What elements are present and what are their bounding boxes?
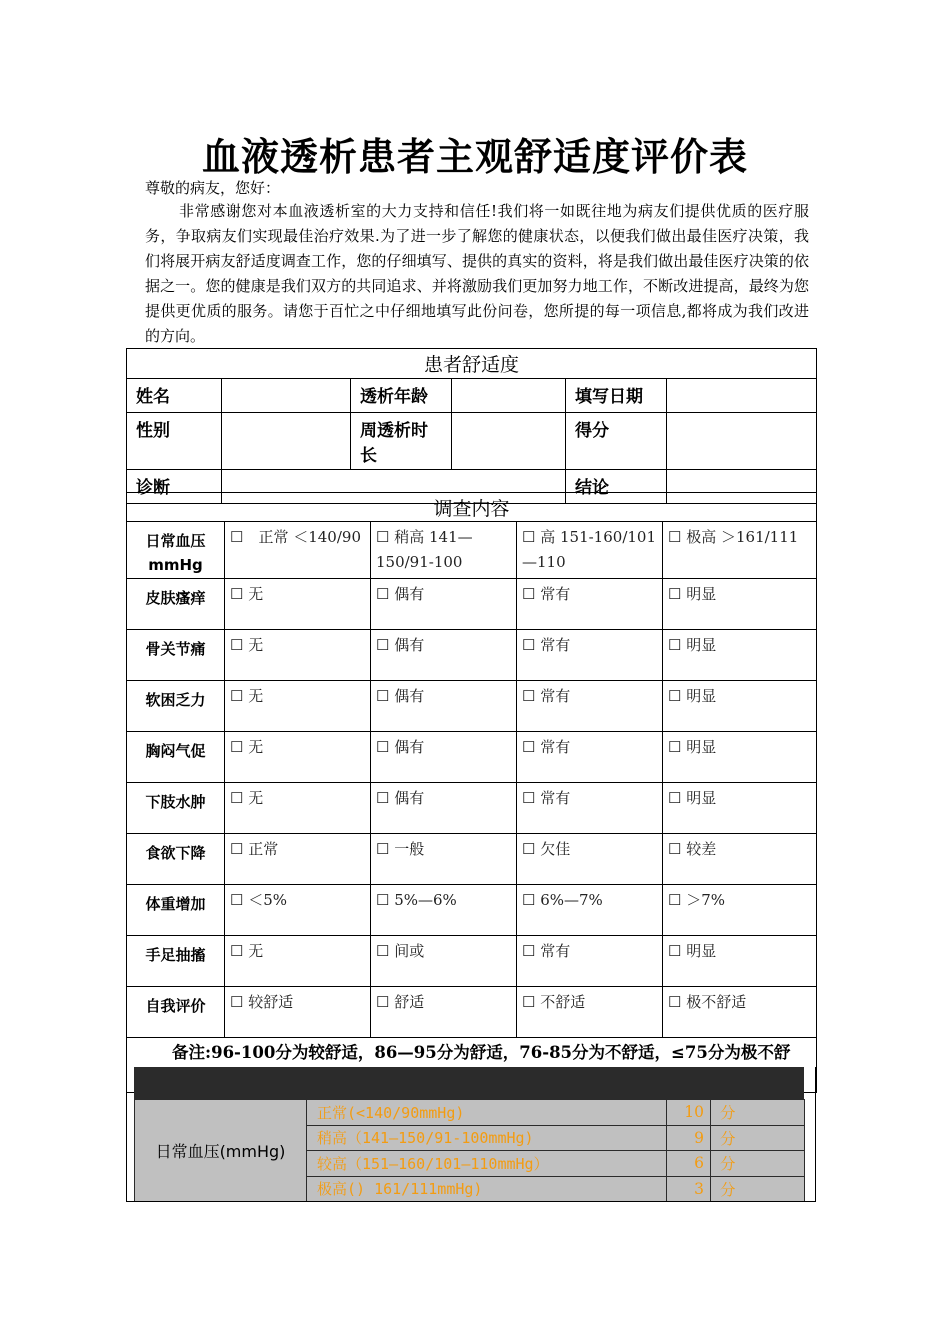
survey-row bbox=[127, 783, 817, 834]
survey-header: 调查内容 bbox=[127, 493, 817, 522]
gender-field[interactable] bbox=[222, 413, 351, 470]
weekly-field[interactable] bbox=[452, 413, 566, 470]
survey-item-label: 皮肤瘙痒 bbox=[127, 579, 225, 630]
survey-row bbox=[127, 885, 817, 936]
survey-option[interactable]: ☐ 明显 bbox=[663, 630, 817, 681]
survey-option[interactable]: ☐ 常有 bbox=[517, 579, 663, 630]
score-field[interactable] bbox=[667, 413, 817, 470]
survey-option[interactable]: ☐ 无 bbox=[225, 579, 371, 630]
score-unit: 分 bbox=[711, 1125, 805, 1151]
score-points: 3 bbox=[667, 1176, 711, 1202]
score-unit: 分 bbox=[711, 1151, 805, 1177]
survey-option[interactable]: ☐ 常有 bbox=[517, 630, 663, 681]
survey-option[interactable]: ☐ 无 bbox=[225, 732, 371, 783]
survey-row bbox=[127, 936, 817, 987]
score-category: 日常血压(mmHg) bbox=[135, 1100, 307, 1202]
survey-option[interactable]: ☐ 偶有 bbox=[371, 579, 517, 630]
date-label: 填写日期 bbox=[566, 379, 667, 413]
survey-option[interactable]: ☐ 明显 bbox=[663, 579, 817, 630]
score-level: 正常(<140/90mmHg) bbox=[307, 1100, 667, 1126]
survey-option[interactable]: ☐ ＜5% bbox=[225, 885, 371, 936]
survey-item-label: 胸闷气促 bbox=[127, 732, 225, 783]
survey-option[interactable]: ☐ 明显 bbox=[663, 681, 817, 732]
score-level: 极高() 161/111mmHg) bbox=[307, 1176, 667, 1202]
survey-option[interactable]: ☐ 常有 bbox=[517, 681, 663, 732]
survey-option[interactable]: ☐ 明显 bbox=[663, 936, 817, 987]
score-unit: 分 bbox=[711, 1176, 805, 1202]
survey-option[interactable]: ☐ 偶有 bbox=[371, 630, 517, 681]
survey-option[interactable]: ☐ 极不舒适 bbox=[663, 987, 817, 1038]
date-field[interactable] bbox=[667, 379, 817, 413]
survey-option[interactable]: ☐ 5%—6% bbox=[371, 885, 517, 936]
survey-option[interactable]: ☐ 明显 bbox=[663, 732, 817, 783]
survey-option[interactable]: ☐ 6%—7% bbox=[517, 885, 663, 936]
score-level: 较高（151—160/101—110mmHg） bbox=[307, 1151, 667, 1177]
survey-option[interactable]: ☐ 较舒适 bbox=[225, 987, 371, 1038]
survey-option[interactable]: ☐ 无 bbox=[225, 936, 371, 987]
gender-label: 性别 bbox=[127, 413, 222, 470]
survey-option[interactable]: ☐ 偶有 bbox=[371, 732, 517, 783]
survey-option[interactable]: ☐ 无 bbox=[225, 681, 371, 732]
divider bbox=[126, 1067, 127, 1201]
survey-option[interactable]: ☐ 明显 bbox=[663, 783, 817, 834]
survey-item-label: 日常血压mmHg bbox=[127, 522, 225, 579]
info-header: 患者舒适度 bbox=[127, 349, 817, 379]
survey-option[interactable]: ☐ 正常 ＜140/90 bbox=[225, 522, 371, 579]
survey-option[interactable]: ☐ 常有 bbox=[517, 936, 663, 987]
survey-option[interactable]: ☐ 间或 bbox=[371, 936, 517, 987]
patient-info-table bbox=[126, 348, 817, 504]
survey-option[interactable]: ☐ ＞7% bbox=[663, 885, 817, 936]
survey-item-label: 食欲下降 bbox=[127, 834, 225, 885]
conclusion-label: 结论 bbox=[566, 470, 667, 504]
diagnosis-label: 诊断 bbox=[127, 470, 222, 504]
survey-row bbox=[127, 732, 817, 783]
score-label: 得分 bbox=[566, 413, 667, 470]
survey-item-label: 骨关节痛 bbox=[127, 630, 225, 681]
survey-option[interactable]: ☐ 高 151-160/101—110 bbox=[517, 522, 663, 579]
age-label: 透析年龄 bbox=[351, 379, 452, 413]
score-points: 10 bbox=[667, 1100, 711, 1126]
survey-item-label: 下肢水肿 bbox=[127, 783, 225, 834]
score-row bbox=[135, 1100, 805, 1126]
survey-option[interactable]: ☐ 正常 bbox=[225, 834, 371, 885]
greeting: 尊敬的病友，您好： bbox=[145, 179, 281, 197]
score-points: 6 bbox=[667, 1151, 711, 1177]
page-title: 血液透析患者主观舒适度评价表 bbox=[201, 135, 748, 179]
intro-paragraph: 非常感谢您对本血液透析室的大力支持和信任!我们将一如既往地为病友们提供优质的医疗服务，争取病友们实现最佳治疗效果.为了进一步了解您的健康状态，以便我们做出最佳医疗决策，我们将展开病友舒适度调查工作，您的仔细填写、提供的真实的资料，将是我们做出最佳医疗决策的依据之一。您的健康是我们双方的共同追求、并将激励我们更加努力地工作，不断改进提高，最终为您提供更优质的服务。请您于百忙之中仔细地填写此份问卷，您所提的每一项信息,都将成为我们改进的方向。 bbox=[145, 202, 809, 345]
score-unit: 分 bbox=[711, 1100, 805, 1126]
survey-note: 备注:96-100分为较舒适，86—95分为舒适，76-85分为不舒适，≤75分为极不舒 bbox=[127, 1038, 817, 1093]
survey-option[interactable]: ☐ 常有 bbox=[517, 732, 663, 783]
divider bbox=[815, 1067, 816, 1201]
score-points: 9 bbox=[667, 1125, 711, 1151]
survey-row bbox=[127, 987, 817, 1038]
survey-option[interactable]: ☐ 常有 bbox=[517, 783, 663, 834]
survey-option[interactable]: ☐ 较差 bbox=[663, 834, 817, 885]
survey-row bbox=[127, 579, 817, 630]
survey-option[interactable]: ☐ 不舒适 bbox=[517, 987, 663, 1038]
survey-row bbox=[127, 630, 817, 681]
survey-option[interactable]: ☐ 偶有 bbox=[371, 681, 517, 732]
survey-option[interactable]: ☐ 欠佳 bbox=[517, 834, 663, 885]
survey-option[interactable]: ☐ 极高 ＞161/111 bbox=[663, 522, 817, 579]
survey-option[interactable]: ☐ 舒适 bbox=[371, 987, 517, 1038]
survey-item-label: 体重增加 bbox=[127, 885, 225, 936]
score-table bbox=[134, 1099, 805, 1202]
survey-row bbox=[127, 681, 817, 732]
survey-option[interactable]: ☐ 无 bbox=[225, 783, 371, 834]
name-label: 姓名 bbox=[127, 379, 222, 413]
score-level: 稍高（141—150/91-100mmHg) bbox=[307, 1125, 667, 1151]
survey-item-label: 软困乏力 bbox=[127, 681, 225, 732]
survey-option[interactable]: ☐ 稍高 141—150/91-100 bbox=[371, 522, 517, 579]
survey-table bbox=[126, 492, 817, 1093]
survey-option[interactable]: ☐ 一般 bbox=[371, 834, 517, 885]
survey-item-label: 手足抽搐 bbox=[127, 936, 225, 987]
survey-option[interactable]: ☐ 无 bbox=[225, 630, 371, 681]
survey-item-label: 自我评价 bbox=[127, 987, 225, 1038]
age-field[interactable] bbox=[452, 379, 566, 413]
survey-option[interactable]: ☐ 偶有 bbox=[371, 783, 517, 834]
divider bbox=[126, 1201, 816, 1202]
weekly-label: 周透析时长 bbox=[351, 413, 452, 470]
survey-row bbox=[127, 522, 817, 579]
name-field[interactable] bbox=[222, 379, 351, 413]
survey-row bbox=[127, 834, 817, 885]
